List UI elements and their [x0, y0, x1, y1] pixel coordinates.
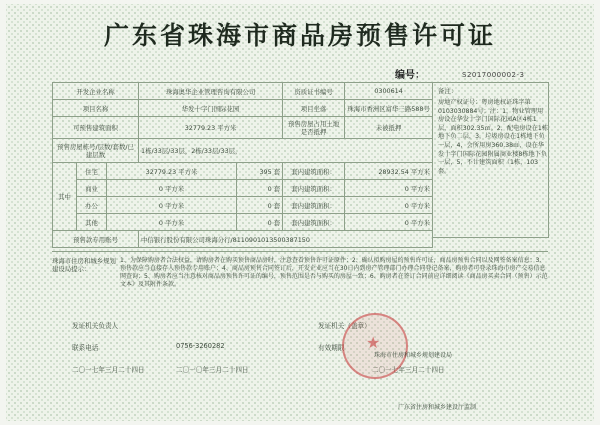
row-type: 住宅	[77, 163, 107, 180]
issuer-label: 发证机关负责人	[72, 322, 119, 330]
row-inner-label: 套内建筑面积：	[283, 180, 345, 197]
presale-area: 32779.23 平方米	[139, 117, 283, 139]
row-inner-label: 套内建筑面积：	[283, 197, 345, 214]
notes-label: 珠海市住房和城乡规划建设局提示：	[52, 257, 116, 273]
issue-date-2: 二〇一〇年三月二十四日	[176, 366, 249, 374]
phone-number: 0756-3260282	[176, 342, 225, 350]
issuing-authority-label: 发证机关（盖章）	[318, 322, 371, 330]
notes-text: 1、为保障购房者合法权益，请购房者在购买预售商品房时，注意查看预售许可证原件；2、确认拟购房屋的预售许可证，商品房预售合同以及网签备案信息；3、预售款应当直接存入预售款专用账户；4、商品房预售合同签订后，开发企业应当在30日内到房产管理部门办理合同登记备案，购房者可登录珠海市房产交易信息网查询；5、购房者应当注意核对商品房预售许可证的编号，预售范围是否与购买的房屋一致；6、购房者在签订合同前应详细阅读《商品房买卖合同（预售）示范文本》及其附件条款。	[120, 257, 548, 288]
breakdown-label: 其中	[53, 163, 77, 231]
row-units: 0 套	[237, 214, 283, 231]
license-label: 资质证书编号	[283, 83, 345, 100]
row-units: 395 套	[237, 163, 283, 180]
row-units: 0 套	[237, 197, 283, 214]
building-info: 1栋/33层/33层，2栋/33层/33层，	[139, 139, 433, 163]
developer-name: 珠海奥华企业管理咨询有限公司	[139, 83, 283, 100]
row-type: 其他	[77, 214, 107, 231]
row-inner-area: 0 平方米	[345, 214, 433, 231]
row-inner-area: 28932.54 平方米	[345, 163, 433, 180]
row-inner-area: 0 平方米	[345, 180, 433, 197]
certificate-table	[52, 82, 433, 248]
presale-area-label: 可预售建筑面积	[53, 117, 139, 139]
row-type: 办公	[77, 197, 107, 214]
developer-label: 开发企业名称	[53, 83, 139, 100]
doc-number: S2017000002-3	[462, 71, 525, 79]
issue-date-3: 二〇一七年三月二十四日	[372, 366, 445, 374]
project-location: 珠海市香洲区富华三路588号	[345, 100, 433, 117]
star-icon: ★	[366, 333, 381, 352]
remarks-label: 备注：	[438, 87, 458, 95]
doc-number-label: 编号：	[395, 70, 425, 81]
row-units: 0 套	[237, 180, 283, 197]
validity-label: 有效期限	[318, 344, 345, 352]
row-inner-label: 套内建筑面积：	[283, 163, 345, 180]
official-seal	[342, 313, 408, 379]
row-area: 0 平方米	[107, 180, 237, 197]
project-label: 项目名称	[53, 100, 139, 117]
row-area: 32779.23 平方米	[107, 163, 237, 180]
seal-caption: 珠海市住房和城乡规划建设局	[374, 352, 453, 359]
row-area: 0 平方米	[107, 214, 237, 231]
remarks-text: 房地产权证号：粤房地权证珠字第0103030884号；注：1，物业管理用房设在华发十字门国际花园A区4栋1层，面积302.35㎡。2，配电房设在1栋地下负二层，3，垃圾房设在1栋地下负一层，4，会所用房360.38㎡，设在华发十字门国际花园附属商业楼8栋地下负一层，5，不计建筑面积（1栋，103套。	[438, 99, 548, 175]
row-type: 商业	[77, 180, 107, 197]
license-number: 0300614	[345, 83, 433, 100]
account-number: 中信银行股份有限公司珠海分行/8110901013500387150	[139, 231, 433, 248]
building-label: 预售房屋栋号/层数/套数/已建层数	[53, 139, 139, 163]
land-mortgage-status: 未被抵押	[345, 117, 433, 139]
divider	[52, 251, 548, 252]
supervising-office: 广东省住房和城乡建设厅监制	[398, 404, 477, 411]
location-label: 项目坐落	[283, 100, 345, 117]
row-inner-area: 0 平方米	[345, 197, 433, 214]
row-area: 0 平方米	[107, 197, 237, 214]
phone-label: 联系电话	[72, 344, 99, 352]
land-mortgage-label: 预售房屋占用土地是否抵押	[283, 117, 345, 139]
project-name: 华发十字门国际花园	[139, 100, 283, 117]
row-inner-label: 套内建筑面积：	[283, 214, 345, 231]
account-label: 预售款专用账号	[53, 231, 139, 248]
page-title: 广东省珠海市商品房预售许可证	[103, 21, 496, 50]
issue-date-1: 二〇一七年三月二十四日	[72, 366, 145, 374]
